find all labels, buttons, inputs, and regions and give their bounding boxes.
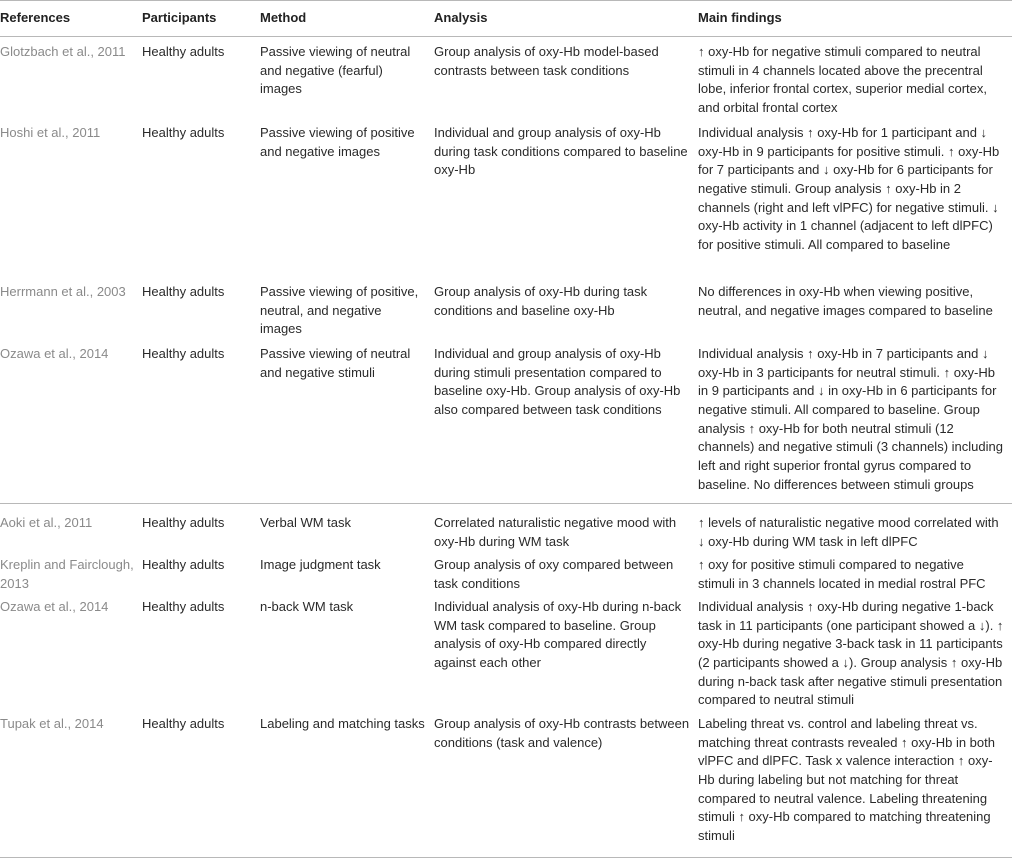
table-row (0, 118, 1012, 277)
analysis-cell: Group analysis of oxy-Hb during task conditions and baseline oxy-Hb (434, 283, 648, 318)
method-cell: Passive viewing of neutral and negative (fearful) images (260, 44, 411, 97)
participants-cell: Healthy adults (142, 715, 225, 731)
findings-cell: ↑ oxy-Hb for negative stimuli compared to neutral stimuli in 4 channels located above the precentral lobe, inferior frontal cortex, superior medial cortex, and orbital frontal cortex (698, 44, 988, 116)
participants-cell: Healthy adults (142, 345, 225, 361)
header-method: Method (260, 1, 434, 37)
analysis-cell: Individual and group analysis of oxy-Hb during stimuli presentation compared to baseline oxy-Hb. Group analysis of oxy-Hb also compared between task conditions (434, 345, 681, 418)
table-row (0, 711, 1012, 858)
findings-cell: Individual analysis ↑ oxy-Hb for 1 participant and ↓ oxy-Hb in 9 participants for positive stimuli. ↑ oxy-Hb for 7 participants and ↓ oxy-Hb for 6 participants for negative stimuli. Group analysis ↑ oxy-Hb in 2 channels (right and left vlPFC) for negative stimuli. ↓ oxy-Hb activity in 1 channel (adjacent to left dlPFC) for positive stimuli. All compared to baseline (698, 124, 1000, 253)
method-cell: Image judgment task (260, 556, 381, 572)
reference-cell: Kreplin and Fairclough, 2013 (0, 556, 134, 591)
header-row (0, 1, 1012, 37)
reference-cell: Ozawa et al., 2014 (0, 598, 109, 614)
header-main-findings: Main findings (698, 1, 1012, 37)
method-cell: Verbal WM task (260, 515, 352, 531)
analysis-cell: Group analysis of oxy-Hb contrasts between conditions (task and valence) (434, 715, 690, 750)
table-row (0, 339, 1012, 504)
findings-cell: Individual analysis ↑ oxy-Hb during negative 1-back task in 11 participants (one participant showed a ↓). ↑ oxy-Hb during negative 3-back task in 11 participants (2 participants showed a ↓). Group analysis ↑ oxy-Hb during n-back task after negative stimuli presentation compared to neutral stimuli (698, 598, 1004, 708)
participants-cell: Healthy adults (142, 598, 225, 614)
analysis-cell: Correlated naturalistic negative mood with oxy-Hb during WM task (434, 515, 677, 550)
findings-cell: ↑ levels of naturalistic negative mood correlated with ↓ oxy-Hb during WM task in left dlPFC (698, 515, 999, 550)
analysis-cell: Individual analysis of oxy-Hb during n-back WM task compared to baseline. Group analysis of oxy-Hb compared directly against each other (434, 598, 682, 670)
header-references: References (0, 1, 142, 37)
table-row (0, 37, 1012, 118)
findings-cell: No differences in oxy-Hb when viewing positive, neutral, and negative images compared to baseline (698, 283, 993, 318)
analysis-cell: Group analysis of oxy compared between task conditions (434, 556, 674, 591)
reference-cell: Herrmann et al., 2003 (0, 283, 126, 299)
method-cell: Passive viewing of positive, neutral, and negative images (260, 283, 419, 337)
analysis-cell: Group analysis of oxy-Hb model-based contrasts between task conditions (434, 44, 659, 78)
header-participants: Participants (142, 1, 260, 37)
findings-cell: Labeling threat vs. control and labeling threat vs. matching threat contrasts revealed ↑ oxy-Hb in both vlPFC and dlPFC. Task x valence interaction ↑ oxy-Hb during labeling but not matching for threat compared to neutral valence. Labeling threatening stimuli ↑ oxy-Hb compared to matching threatening stimuli (698, 715, 995, 844)
table-row (0, 594, 1012, 711)
method-cell: Passive viewing of positive and negative images (260, 124, 415, 159)
findings-cell: Individual analysis ↑ oxy-Hb in 7 participants and ↓ oxy-Hb in 3 participants for neutral stimuli. ↑ oxy-Hb in 9 participants and ↓ in oxy-Hb in 6 participants for negative stimuli. All compared to baseline. Group analysis ↑ oxy-Hb for both neutral stimuli (12 channels) and negative stimuli (3 channels) including left and right superior frontal gyrus compared to baseline. No differences between stimuli groups (698, 345, 1003, 492)
reference-cell: Aoki et al., 2011 (0, 515, 93, 531)
reference-cell: Tupak et al., 2014 (0, 715, 104, 731)
participants-cell: Healthy adults (142, 44, 225, 59)
table-row (0, 504, 1012, 552)
reference-cell: Glotzbach et al., 2011 (0, 44, 126, 59)
header-analysis: Analysis (434, 1, 698, 37)
method-cell: n-back WM task (260, 598, 354, 614)
participants-cell: Healthy adults (142, 556, 225, 572)
findings-cell: ↑ oxy for positive stimuli compared to negative stimuli in 3 channels located in medial rostral PFC (698, 556, 986, 591)
method-cell: Labeling and matching tasks (260, 715, 425, 731)
table-row (0, 277, 1012, 339)
reference-cell: Ozawa et al., 2014 (0, 345, 109, 361)
table-row (0, 552, 1012, 594)
participants-cell: Healthy adults (142, 283, 225, 299)
method-cell: Passive viewing of neutral and negative stimuli (260, 345, 411, 380)
reference-cell: Hoshi et al., 2011 (0, 124, 101, 140)
participants-cell: Healthy adults (142, 124, 225, 140)
participants-cell: Healthy adults (142, 515, 225, 531)
analysis-cell: Individual and group analysis of oxy-Hb during task conditions compared to baseline oxy-Hb (434, 124, 688, 178)
